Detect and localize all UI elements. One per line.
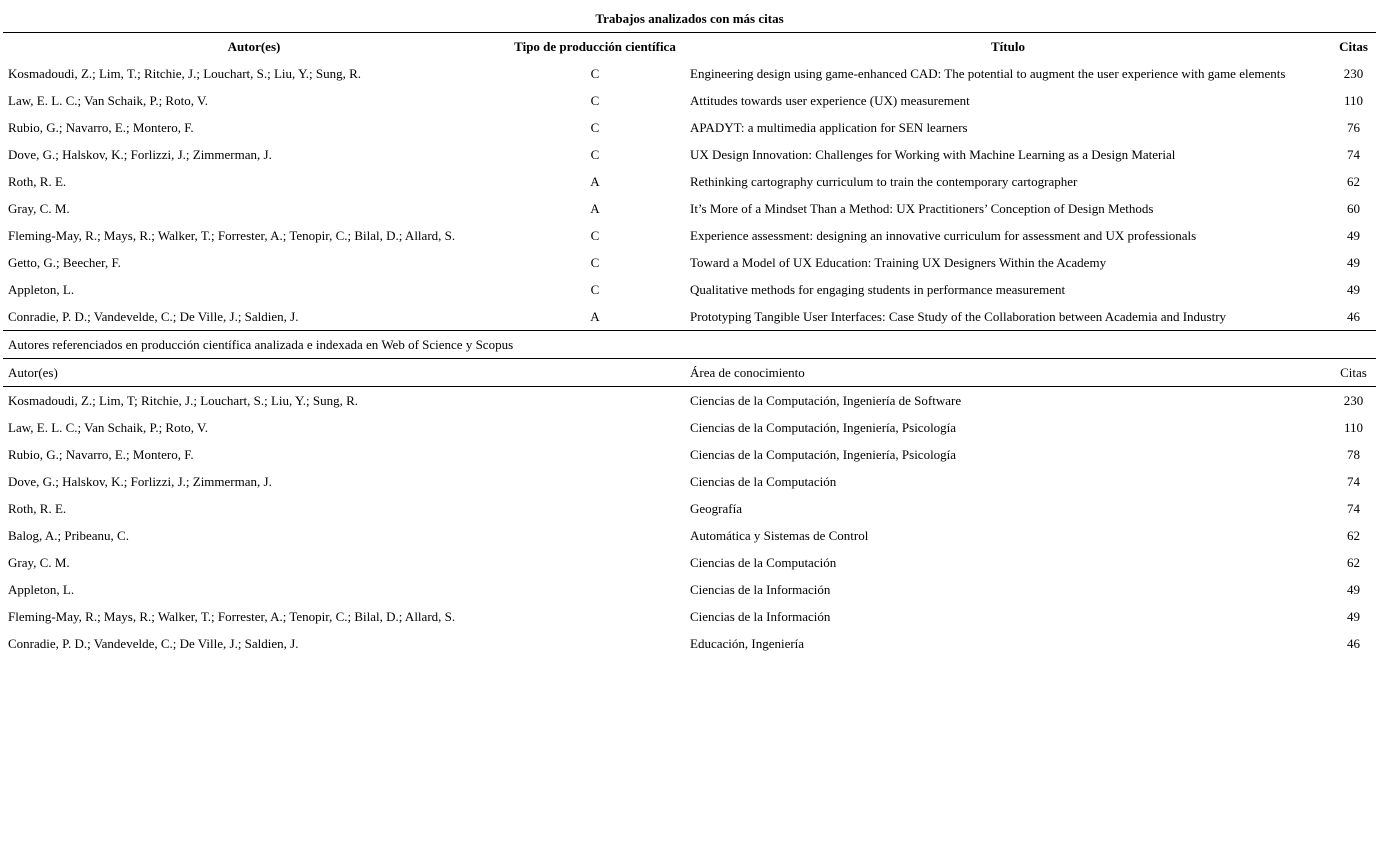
cell-autores: Getto, G.; Beecher, F. (8, 255, 121, 270)
table1-row (3, 303, 1376, 331)
table2-header-row (3, 359, 1376, 387)
table1-row (3, 87, 1376, 114)
table1-row (3, 141, 1376, 168)
cell-autores: Roth, R. E. (8, 501, 67, 516)
cell-autores: Kosmadoudi, Z.; Lim, T; Ritchie, J.; Louchart, S.; Liu, Y.; Sung, R. (8, 393, 359, 408)
table2-body (3, 387, 1376, 658)
table1-row (3, 222, 1376, 249)
cell-citas: 74 (1347, 501, 1360, 516)
table1-body (3, 60, 1376, 331)
cell-citas: 49 (1347, 255, 1360, 270)
table2-row (3, 576, 1376, 603)
citations-document (3, 5, 1376, 657)
cell-citas: 49 (1347, 582, 1360, 597)
cell-citas: 230 (1343, 66, 1364, 81)
table2-row (3, 603, 1376, 630)
cell-area: Geografía (690, 501, 742, 516)
cell-citas: 62 (1347, 528, 1360, 543)
header-titulo: Título (991, 39, 1025, 54)
citations-table (3, 5, 1376, 657)
cell-area: Ciencias de la Computación, Ingeniería de Software (690, 393, 962, 408)
table2-row (3, 387, 1376, 415)
cell-area: Ciencias de la Computación, Ingeniería, Psicología (690, 447, 957, 462)
cell-citas: 49 (1347, 228, 1360, 243)
cell-autores: Conradie, P. D.; Vandevelde, C.; De Ville, J.; Saldien, J. (8, 636, 299, 651)
cell-titulo: UX Design Innovation: Challenges for Working with Machine Learning as a Design Material (690, 147, 1176, 162)
cell-citas: 74 (1347, 474, 1360, 489)
cell-autores: Dove, G.; Halskov, K.; Forlizzi, J.; Zimmerman, J. (8, 147, 272, 162)
table1-row (3, 276, 1376, 303)
table2-section-row (3, 331, 1376, 359)
table2-row (3, 522, 1376, 549)
cell-titulo: APADYT: a multimedia application for SEN learners (690, 120, 968, 135)
cell-autores: Kosmadoudi, Z.; Lim, T.; Ritchie, J.; Louchart, S.; Liu, Y.; Sung, R. (8, 66, 362, 81)
cell-area: Automática y Sistemas de Control (690, 528, 869, 543)
cell-tipo: C (590, 282, 600, 297)
cell-titulo: Prototyping Tangible User Interfaces: Case Study of the Collaboration between Academia and Industry (690, 309, 1227, 324)
table1-row (3, 114, 1376, 141)
table-caption: Trabajos analizados con más citas (3, 5, 1376, 33)
cell-autores: Dove, G.; Halskov, K.; Forlizzi, J.; Zimmerman, J. (8, 474, 272, 489)
cell-tipo: C (590, 228, 600, 243)
table2-row (3, 495, 1376, 522)
cell-citas: 62 (1347, 174, 1360, 189)
table2-section-title: Autores referenciados en producción científica analizada e indexada en Web of Science y Scopus (3, 331, 1376, 359)
cell-citas: 76 (1347, 120, 1360, 135)
cell-titulo: It’s More of a Mindset Than a Method: UX Practitioners’ Conception of Design Methods (690, 201, 1154, 216)
cell-citas: 230 (1343, 393, 1364, 408)
cell-autores: Appleton, L. (8, 282, 75, 297)
table2-section (3, 331, 1376, 387)
cell-area: Ciencias de la Información (690, 609, 831, 624)
cell-autores: Fleming-May, R.; Mays, R.; Walker, T.; Forrester, A.; Tenopir, C.; Bilal, D.; Allard, S. (8, 609, 456, 624)
cell-area: Ciencias de la Computación, Ingeniería, Psicología (690, 420, 957, 435)
cell-titulo: Experience assessment: designing an innovative curriculum for assessment and UX professionals (690, 228, 1197, 243)
cell-citas: 46 (1347, 309, 1360, 324)
cell-citas: 46 (1347, 636, 1360, 651)
cell-citas: 78 (1347, 447, 1360, 462)
cell-autores: Law, E. L. C.; Van Schaik, P.; Roto, V. (8, 420, 208, 435)
cell-autores: Gray, C. M. (8, 201, 70, 216)
table1-row (3, 249, 1376, 276)
cell-titulo: Toward a Model of UX Education: Training UX Designers Within the Academy (690, 255, 1107, 270)
table1-row (3, 195, 1376, 222)
table1-row (3, 60, 1376, 87)
cell-titulo: Rethinking cartography curriculum to train the contemporary cartographer (690, 174, 1078, 189)
table2-row (3, 441, 1376, 468)
cell-tipo: C (590, 66, 600, 81)
cell-citas: 110 (1343, 93, 1364, 108)
table1-row (3, 168, 1376, 195)
cell-citas: 62 (1347, 555, 1360, 570)
cell-tipo: A (590, 174, 600, 189)
cell-area: Educación, Ingeniería (690, 636, 805, 651)
header2-citas: Citas (1331, 359, 1376, 387)
table1-header-row (3, 33, 1376, 61)
cell-citas: 49 (1347, 282, 1360, 297)
cell-autores: Rubio, G.; Navarro, E.; Montero, F. (8, 447, 194, 462)
cell-autores: Balog, A.; Pribeanu, C. (8, 528, 129, 543)
cell-autores: Gray, C. M. (8, 555, 70, 570)
cell-citas: 60 (1347, 201, 1360, 216)
cell-autores: Law, E. L. C.; Van Schaik, P.; Roto, V. (8, 93, 208, 108)
cell-autores: Fleming-May, R.; Mays, R.; Walker, T.; Forrester, A.; Tenopir, C.; Bilal, D.; Allard, S. (8, 228, 456, 243)
table2-row (3, 414, 1376, 441)
header2-area: Área de conocimiento (685, 359, 1331, 387)
cell-titulo: Engineering design using game-enhanced CAD: The potential to augment the user experience with game elements (690, 66, 1286, 81)
cell-citas: 110 (1343, 420, 1364, 435)
cell-titulo: Attitudes towards user experience (UX) measurement (690, 93, 970, 108)
cell-citas: 49 (1347, 609, 1360, 624)
header-autores: Autor(es) (227, 39, 281, 54)
cell-titulo: Qualitative methods for engaging students in performance measurement (690, 282, 1066, 297)
header-citas: Citas (1339, 39, 1368, 54)
cell-area: Ciencias de la Computación (690, 555, 837, 570)
header2-autores: Autor(es) (3, 359, 685, 387)
cell-tipo: C (590, 120, 600, 135)
table2-row (3, 468, 1376, 495)
cell-autores: Conradie, P. D.; Vandevelde, C.; De Ville, J.; Saldien, J. (8, 309, 299, 324)
cell-citas: 74 (1347, 147, 1360, 162)
cell-tipo: C (590, 255, 600, 270)
cell-area: Ciencias de la Información (690, 582, 831, 597)
cell-autores: Appleton, L. (8, 582, 75, 597)
header-tipo: Tipo de producción científica (514, 39, 676, 54)
cell-tipo: C (590, 93, 600, 108)
cell-autores: Rubio, G.; Navarro, E.; Montero, F. (8, 120, 194, 135)
cell-tipo: C (590, 147, 600, 162)
cell-tipo: A (590, 309, 600, 324)
table2-row (3, 549, 1376, 576)
table2-row (3, 630, 1376, 657)
cell-tipo: A (590, 201, 600, 216)
cell-area: Ciencias de la Computación (690, 474, 837, 489)
cell-autores: Roth, R. E. (8, 174, 67, 189)
